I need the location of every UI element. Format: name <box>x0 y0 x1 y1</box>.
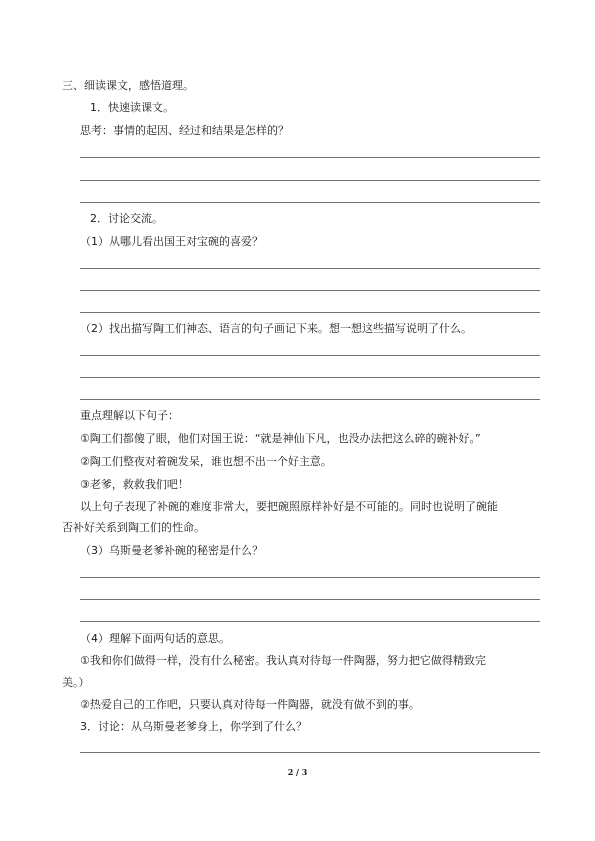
page-number: 2 / 3 <box>287 767 308 777</box>
explanation-line-1: 以上句子表现了补碗的难度非常大，要把碗照原样补好是不可能的。同时也说明了碗能 <box>80 500 498 513</box>
key-sentence-1: ①陶工们都傻了眼，他们对国王说：“就是神仙下凡，也没办法把这么碎的碗补好。” <box>80 432 481 445</box>
explanation-line-2: 否补好关系到陶工们的性命。 <box>62 521 205 534</box>
quote-1-line-1: ①我和你们做得一样，没有什么秘密。我认真对待每一件陶器，努力把它做得精致完 <box>80 654 486 667</box>
question-1-prompt: 思考：事情的起因、经过和结果是怎样的？ <box>80 124 289 137</box>
answer-line <box>80 752 540 753</box>
question-2-title: 2．讨论交流。 <box>90 212 163 225</box>
answer-line <box>80 157 540 158</box>
key-sentence-3: ③老爹，救救我们吧！ <box>80 478 189 491</box>
key-sentence-2: ②陶工们整夜对着碗发呆，谁也想不出一个好主意。 <box>80 455 332 468</box>
answer-line <box>80 621 540 622</box>
question-1-title: 1．快速读课文。 <box>90 101 174 114</box>
quote-1-line-2: 美。） <box>62 676 90 689</box>
answer-line <box>80 377 540 378</box>
answer-line <box>80 202 540 203</box>
answer-line <box>80 268 540 269</box>
answer-line <box>80 180 540 181</box>
section-heading: 三、细读课文，感悟道理。 <box>62 79 194 92</box>
answer-line <box>80 577 540 578</box>
answer-line <box>80 290 540 291</box>
answer-line <box>80 399 540 400</box>
question-2-3: （3）乌斯曼老爹补碗的秘密是什么？ <box>80 544 263 557</box>
key-sentences-heading: 重点理解以下句子： <box>80 409 179 422</box>
quote-2: ②热爱自己的工作吧，只要认真对待每一件陶器，就没有做不到的事。 <box>80 698 420 711</box>
answer-line <box>80 599 540 600</box>
answer-line <box>80 312 540 313</box>
question-2-4: （4）理解下面两句话的意思。 <box>80 632 230 645</box>
question-2-1: （1）从哪儿看出国王对宝碗的喜爱？ <box>80 235 263 248</box>
question-2-2: （2）找出描写陶工们神态、语言的句子画记下来。想一想这些描写说明了什么。 <box>80 322 472 335</box>
answer-line <box>80 355 540 356</box>
question-3: 3．讨论：从乌斯曼老爹身上，你学到了什么？ <box>80 720 307 733</box>
